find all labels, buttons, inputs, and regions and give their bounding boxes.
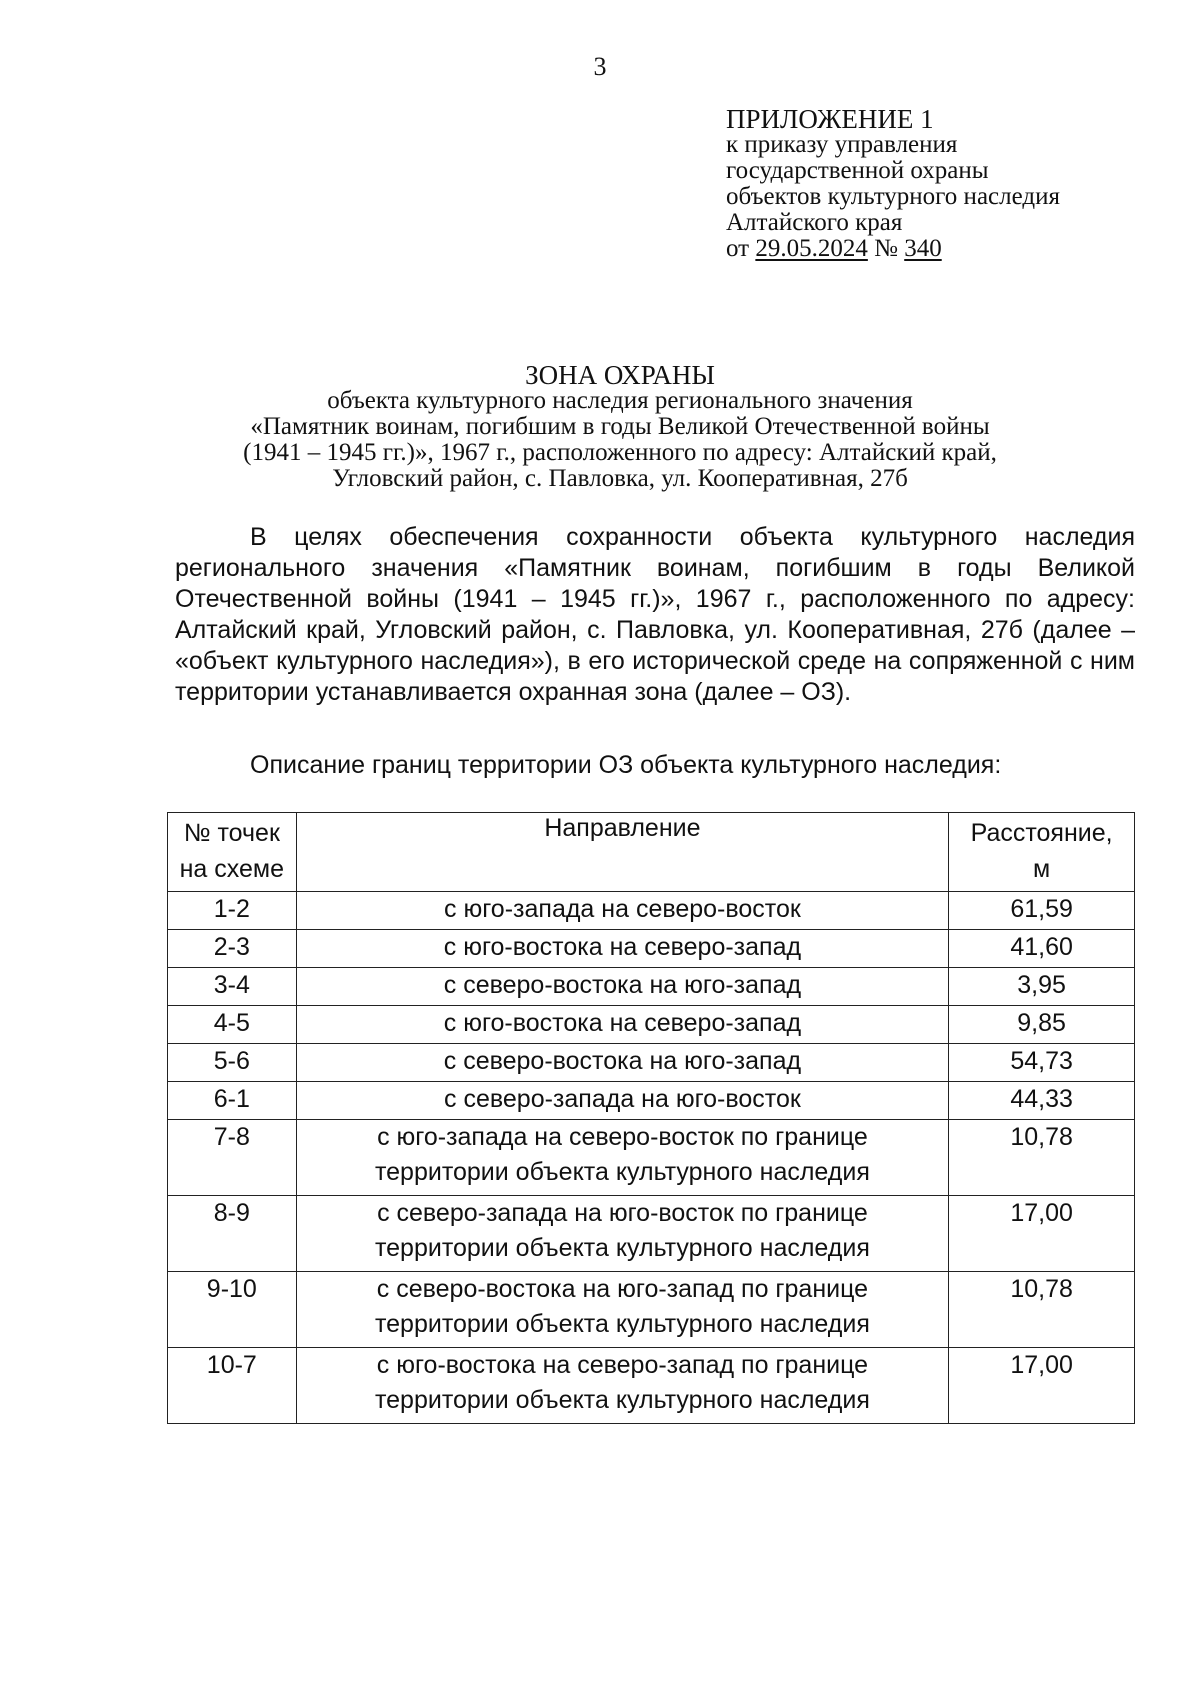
direction xyxy=(296,1082,949,1120)
direction-text: с юго-запада на северо-восток xyxy=(444,895,801,923)
point-numbers: 4-5 xyxy=(168,1006,297,1044)
direction xyxy=(296,968,949,1006)
table-row xyxy=(168,1348,1135,1424)
distance: 44,33 xyxy=(949,1082,1135,1120)
direction xyxy=(296,1044,949,1082)
distance: 10,78 xyxy=(949,1272,1135,1348)
table-row xyxy=(168,1120,1135,1196)
body-paragraph: В целях обеспечения сохранности объекта культурного наследия регионального значения «Памятник воинам, погибшим в годы Великой Отечественной войны (1941 – 1945 гг.)», 1967 г., расположенного по адресу: Алтайский край, Угловский район, с. Павловка, ул. Кооперативная, 27б (далее – «объект культурного наследия»), в его исторической среде на сопряженной с ним территории устанавливается охранная зона (далее – ОЗ). xyxy=(175,523,1135,706)
distance: 9,85 xyxy=(949,1006,1135,1044)
table-row xyxy=(168,1082,1135,1120)
direction xyxy=(296,930,949,968)
direction-text: с юго-востока на северо-запад xyxy=(443,1009,802,1037)
direction xyxy=(296,1348,949,1424)
point-numbers: 5-6 xyxy=(168,1044,297,1082)
direction-text-continued: территории объекта культурного наследия xyxy=(374,1310,870,1338)
direction-text-continued: территории объекта культурного наследия xyxy=(374,1234,870,1262)
zone-heading-line: (1941 – 1945 гг.)», 1967 г., расположенного по адресу: Алтайский край, xyxy=(243,439,997,466)
point-numbers: 10-7 xyxy=(168,1348,297,1424)
direction-text-continued: территории объекта культурного наследия xyxy=(374,1158,870,1186)
distance: 10,78 xyxy=(949,1120,1135,1196)
zone-heading-line: объекта культурного наследия регионального значения xyxy=(327,387,913,414)
point-numbers: 1-2 xyxy=(168,892,297,930)
point-numbers: 9-10 xyxy=(168,1272,297,1348)
appendix-date-line xyxy=(726,236,1060,262)
table-row xyxy=(168,968,1135,1006)
direction-text: с юго-востока на северо-запад xyxy=(443,933,802,961)
point-numbers: 2-3 xyxy=(168,930,297,968)
appendix-line: Алтайского края xyxy=(726,209,903,236)
point-numbers: 8-9 xyxy=(168,1196,297,1272)
distance: 41,60 xyxy=(949,930,1135,968)
boundaries-table xyxy=(167,812,1135,1424)
order-number: 340 xyxy=(904,235,942,262)
order-date: 29.05.2024 xyxy=(755,235,868,262)
table-row xyxy=(168,1006,1135,1044)
direction xyxy=(296,1120,949,1196)
distance: 54,73 xyxy=(949,1044,1135,1082)
appendix-title: ПРИЛОЖЕНИЕ 1 xyxy=(726,104,934,134)
header-num-line1: № точек xyxy=(183,819,280,847)
direction xyxy=(296,1006,949,1044)
direction-text: с северо-запада на юго-восток по границе xyxy=(377,1199,868,1227)
appendix-line: объектов культурного наследия xyxy=(726,183,1060,210)
table-row xyxy=(168,930,1135,968)
table-row xyxy=(168,892,1135,930)
zone-heading xyxy=(170,362,1070,492)
page-number: 3 xyxy=(593,52,607,81)
zone-title: ЗОНА ОХРАНЫ xyxy=(525,360,715,390)
table-row xyxy=(168,1272,1135,1348)
header-point-numbers xyxy=(168,813,297,892)
direction-text: с северо-востока на юго-запад xyxy=(443,971,802,999)
zone-heading-line: Угловский район, с. Павловка, ул. Кооперативная, 27б xyxy=(332,465,908,492)
appendix-line: к приказу управления xyxy=(726,131,958,158)
direction-text-continued: территории объекта культурного наследия xyxy=(374,1386,870,1414)
header-distance-line1: Расстояние, xyxy=(970,819,1113,847)
appendix-line: государственной охраны xyxy=(726,157,989,184)
point-numbers: 7-8 xyxy=(168,1120,297,1196)
direction-text: с северо-запада на юго-восток xyxy=(444,1085,801,1113)
zone-heading-line: «Памятник воинам, погибшим в годы Великой Отечественной войны xyxy=(250,413,990,440)
table-caption: Описание границ территории ОЗ объекта культурного наследия: xyxy=(250,751,1002,779)
point-numbers: 6-1 xyxy=(168,1082,297,1120)
table-header-row xyxy=(168,813,1135,892)
distance: 17,00 xyxy=(949,1348,1135,1424)
distance: 61,59 xyxy=(949,892,1135,930)
header-distance-line2: м xyxy=(1033,855,1051,883)
date-prefix: от xyxy=(726,235,750,262)
direction-text: с юго-востока на северо-запад по границе xyxy=(376,1351,869,1379)
direction-text: с северо-востока на юго-запад по границе xyxy=(376,1275,869,1303)
header-num-line2: на схеме xyxy=(179,855,284,883)
direction xyxy=(296,892,949,930)
header-distance xyxy=(949,813,1135,892)
distance: 17,00 xyxy=(949,1196,1135,1272)
direction xyxy=(296,1196,949,1272)
direction xyxy=(296,1272,949,1348)
appendix-block xyxy=(726,106,1060,262)
distance: 3,95 xyxy=(949,968,1135,1006)
point-numbers: 3-4 xyxy=(168,968,297,1006)
table-row xyxy=(168,1196,1135,1272)
number-prefix: № xyxy=(874,235,898,262)
header-direction: Направление xyxy=(296,813,949,892)
direction-text: с юго-запада на северо-восток по границе xyxy=(377,1123,868,1151)
body-text xyxy=(175,522,1135,708)
direction-text: с северо-востока на юго-запад xyxy=(443,1047,802,1075)
table-row xyxy=(168,1044,1135,1082)
